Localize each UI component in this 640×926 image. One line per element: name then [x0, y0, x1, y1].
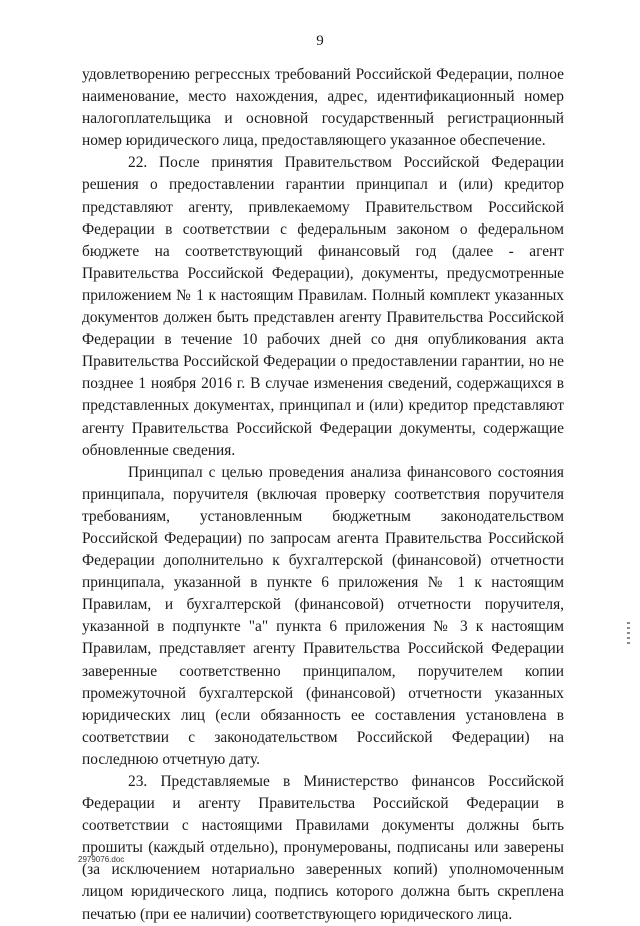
paragraph-23: 23. Представляемые в Министерство финансов Российской Федерации и агенту Правительства Российской Федерации в соответствии с настоящими Правилами документы должны быть прошиты (каждый отдельно), пронумерованы, подписаны или заверены (за исключением нотариально заверенных копий) уполномоченным лицом юридического лица, подпись которого должна быть скреплена печатью (при ее наличии) соответствующего юридического лица.	[82, 773, 564, 923]
paragraph-principal: Принципал с целью проведения анализа финансового состояния принципала, поручителя (включая проверку соответствия поручителя требованиям, установленным бюджетным законодательством Российской Федерации) по запросам агента Правительства Российской Федерации дополнительно к бухгалтерской (финансовой) отчетности принципала, указанной в пункте 6 приложения № 1 к настоящим Правилам, и бухгалтерской (финансовой) отчетности поручителя, указанной в подпункте "а" пункта 6 приложения № 3 к настоящим Правилам, представляет агенту Правительства Российской Федерации заверенные соответственно принципалом, поручителем копии промежуточной бухгалтерской (финансовой) отчетности указанных юридических лиц (если обязанность ее составления установлена в соответствии с законодательством Российской Федерации) на последнюю отчетную дату.	[82, 463, 564, 768]
margin-mark	[627, 622, 630, 646]
document-body	[82, 64, 564, 926]
page-number: 9	[316, 33, 324, 49]
paragraph-22: 22. После принятия Правительством Российской Федерации решения о предоставлении гарантии принципал и (или) кредитор представляют агенту, привлекаемому Правительством Российской Федерации в соответствии с федеральным законом о федеральном бюджете на соответствующий финансовый год (далее - агент Правительства Российской Федерации), документы, предусмотренные приложением № 1 к настоящим Правилам. Полный комплект указанных документов должен быть представлен агенту Правительства Российской Федерации в течение 10 рабочих дней со дня опубликования акта Правительства Российской Федерации о предоставлении гарантии, но не позднее 1 ноября 2016 г. В случае изменения сведений, содержащихся в представленных документах, принципал и (или) кредитор представляют агенту Правительства Российской Федерации документы, содержащие обновленные сведения.	[82, 154, 564, 459]
paragraph-continuation: удовлетворению регрессных требований Российской Федерации, полное наименование, место нахождения, адрес, идентификационный номер налогоплательщика и основной государственный регистрационный номер юридического лица, предоставляющего указанное обеспечение.	[82, 66, 564, 150]
footer-filename: 2979076.doc	[78, 855, 125, 864]
